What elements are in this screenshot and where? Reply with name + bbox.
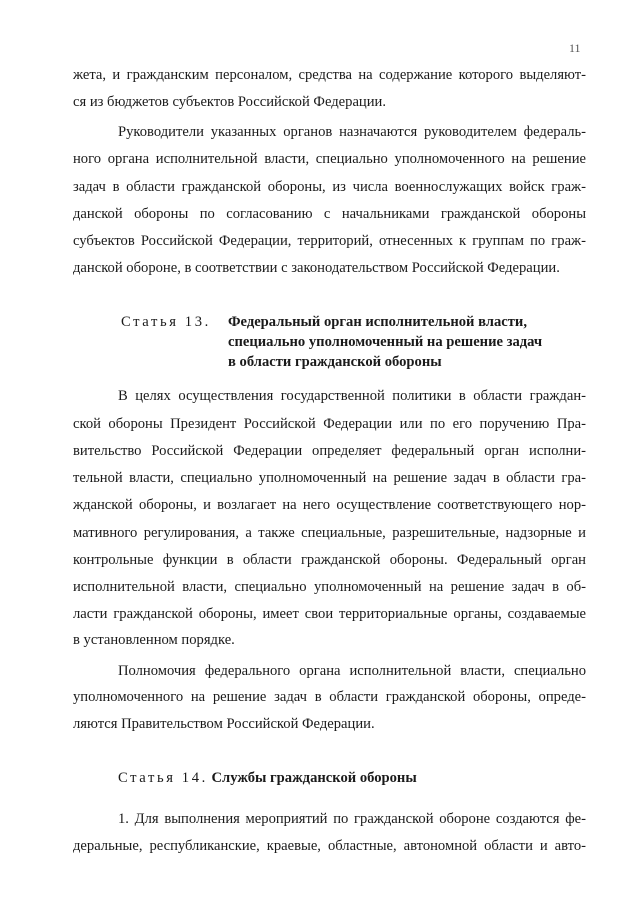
text-line: в установленном порядке. (73, 632, 235, 648)
text-line: ласти гражданской обороны, имеет свои территориальные органы, создаваемые (73, 606, 586, 622)
text-line: тельной власти, специально уполномоченный на решение задач в области гра- (73, 470, 586, 486)
text-line: Руководители указанных органов назначаются руководителем федераль- (118, 124, 586, 140)
text-line: жета, и гражданским персоналом, средства на содержание которого выделяют- (73, 67, 586, 83)
text-line: вительство Российской Федерации определяет федеральный орган исполни- (73, 443, 586, 459)
article-13-title (228, 313, 542, 373)
article-title-line: в области гражданской обороны (228, 354, 442, 370)
article-14-title: Службы гражданской обороны (211, 770, 417, 786)
text-line: 1. Для выполнения мероприятий по гражданской обороне создаются фе- (118, 811, 586, 827)
text-line: данской обороны по согласованию с начальниками гражданской обороны (73, 206, 586, 222)
article-14-label: Статья 14. (118, 770, 208, 786)
article-title-line: Федеральный орган исполнительной власти, (228, 314, 527, 330)
text-line: ляются Правительством Российской Федерации. (73, 716, 375, 732)
text-line: ся из бюджетов субъектов Российской Федерации. (73, 94, 386, 110)
text-line: мативного регулирования, а также специальные, разрешительные, надзорные и (73, 525, 586, 541)
text-line: Полномочия федерального органа исполнительной власти, специально (118, 663, 586, 679)
text-line: субъектов Российской Федерации, территорий, отнесенных к группам по граж- (73, 233, 586, 249)
article-13-label: Статья 13. (121, 314, 211, 330)
text-line: В целях осуществления государственной политики в области граждан- (118, 388, 586, 404)
article-14-heading (118, 769, 417, 787)
text-line: исполнительной власти, специально уполномоченный на решение задач в об- (73, 579, 586, 595)
text-line: ного органа исполнительной власти, специально уполномоченного на решение (73, 151, 586, 167)
text-line: контрольные функции в области гражданской обороны. Федеральный орган (73, 552, 586, 568)
text-line: жданской обороны, и возлагает на него осуществление соответствующего нор- (73, 497, 586, 513)
text-line: данской обороне, в соответствии с законодательством Российской Федерации. (73, 260, 560, 276)
text-line: деральные, республиканские, краевые, областные, автономной области и авто- (73, 838, 586, 854)
article-title-line: специально уполномоченный на решение задач (228, 334, 543, 350)
text-line: уполномоченного на решение задач в области гражданской обороны, опреде- (73, 689, 586, 705)
page-number: 11 (569, 41, 581, 55)
text-line: ской обороны Президент Российской Федерации или по его поручению Пра- (73, 416, 586, 432)
text-line: задач в области гражданской обороны, из числа военнослужащих войск граж- (73, 179, 586, 195)
